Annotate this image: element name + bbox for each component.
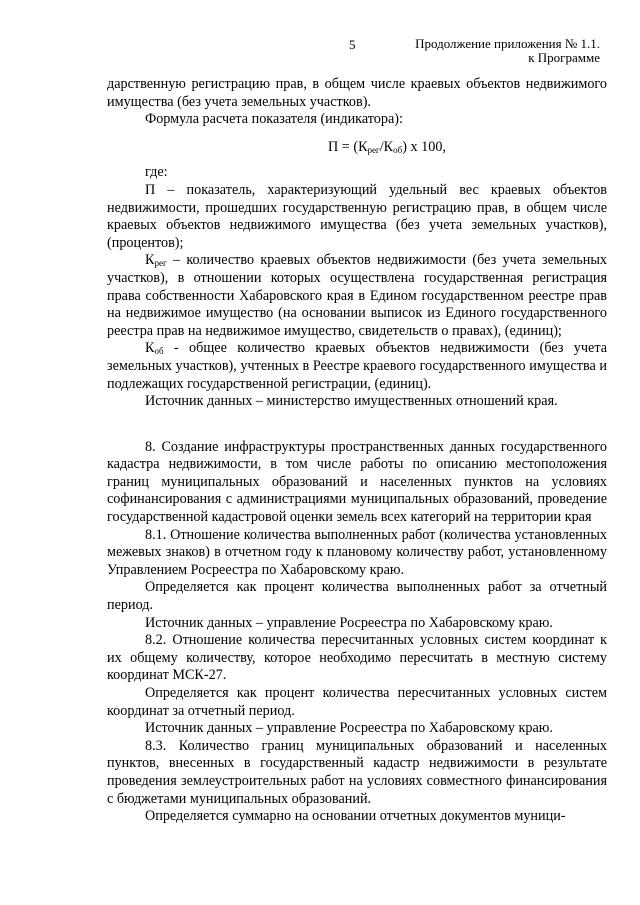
- formula: [107, 139, 607, 157]
- paragraph: дарственную регистрацию прав, в общем числе краевых объектов недвижимого имущества (без учета земельных участков).: [107, 76, 607, 110]
- appendix-header: [415, 37, 600, 65]
- variable-subscript: об: [154, 346, 164, 357]
- paragraph: Источник данных – министерство имущественных отношений края.: [145, 393, 558, 410]
- paragraph: Формула расчета показателя (индикатора):: [145, 111, 403, 128]
- paragraph: Определяется как процент количества пересчитанных условных систем координат за отчетный период.: [107, 685, 607, 719]
- paragraph: Источник данных – управление Росреестра по Хабаровскому краю.: [145, 720, 553, 737]
- variable: К: [145, 252, 155, 269]
- section-heading: 8. Создание инфраструктуры пространственных данных государственного кадастра недвижимости, в том числе работы по описанию местоположения границ муниципальных образований и населенных пунктов на условиях софинансирования с администрациями муниципальных образований, проведение государственной кадастровой оценки земель всех категорий на территории края: [107, 438, 607, 526]
- paragraph: 8.3. Количество границ муниципальных образований и населенных пунктов, внесенных в государственный кадастр недвижимости в результате проведения землеустроительных работ на условиях совместного финансирования с бюджетами муниципальных образований.: [107, 737, 607, 807]
- paragraph: Определяется как процент количества выполненных работ за отчетный период.: [107, 579, 607, 614]
- formula-subscript: об: [393, 144, 403, 155]
- formula-part: /К: [379, 138, 394, 155]
- page-number: 5: [349, 37, 356, 52]
- formula-subscript: рег: [367, 144, 380, 155]
- appendix-header-line2: к Программе: [528, 50, 600, 65]
- paragraph: Определяется суммарно на основании отчетных документов муници-: [145, 808, 566, 825]
- paragraph: [107, 252, 607, 340]
- paragraph-text: - общее количество краевых объектов недвижимости (без учета земельных участков), учтенных в Реестре краевого государственного имущества и подлежащих государственной регистрации, (единиц).: [107, 340, 607, 392]
- paragraph: 8.1. Отношение количества выполненных работ (количества установленных межевых знаков) в отчетном году к плановому количеству работ, установленному Управлением Росреестра по Хабаровскому краю.: [107, 526, 607, 578]
- spacer: [107, 411, 607, 439]
- document-body: [107, 76, 607, 826]
- formula-part: ) х 100,: [402, 138, 446, 155]
- variable-subscript: рег: [154, 258, 167, 269]
- paragraph: П – показатель, характеризующий удельный вес краевых объектов недвижимости, прошедших государственную регистрацию прав, в общем числе краевых объектов недвижимого имущества (без учета земельных участков), (процентов);: [107, 181, 607, 251]
- paragraph: Источник данных – управление Росреестра по Хабаровскому краю.: [145, 614, 553, 631]
- paragraph: где:: [145, 164, 168, 181]
- formula-part: П = (К: [328, 138, 368, 155]
- paragraph-text: – количество краевых объектов недвижимости (без учета земельных участков), в отношении которых осуществлена государственная регистрация права собственности Хабаровского края в Едином государственном реестре прав на недвижимое имущество (на основании выписок из Единого государственного реестра прав на недвижимое имущество, свидетельств о правах), (единиц);: [107, 252, 607, 339]
- paragraph: [107, 340, 607, 393]
- variable: К: [145, 340, 155, 357]
- appendix-header-line1: Продолжение приложения № 1.1.: [415, 36, 600, 51]
- paragraph: 8.2. Отношение количества пересчитанных условных систем координат к их общему количеству, которое необходимо пересчитать в местную систему координат МСК-27.: [107, 632, 607, 684]
